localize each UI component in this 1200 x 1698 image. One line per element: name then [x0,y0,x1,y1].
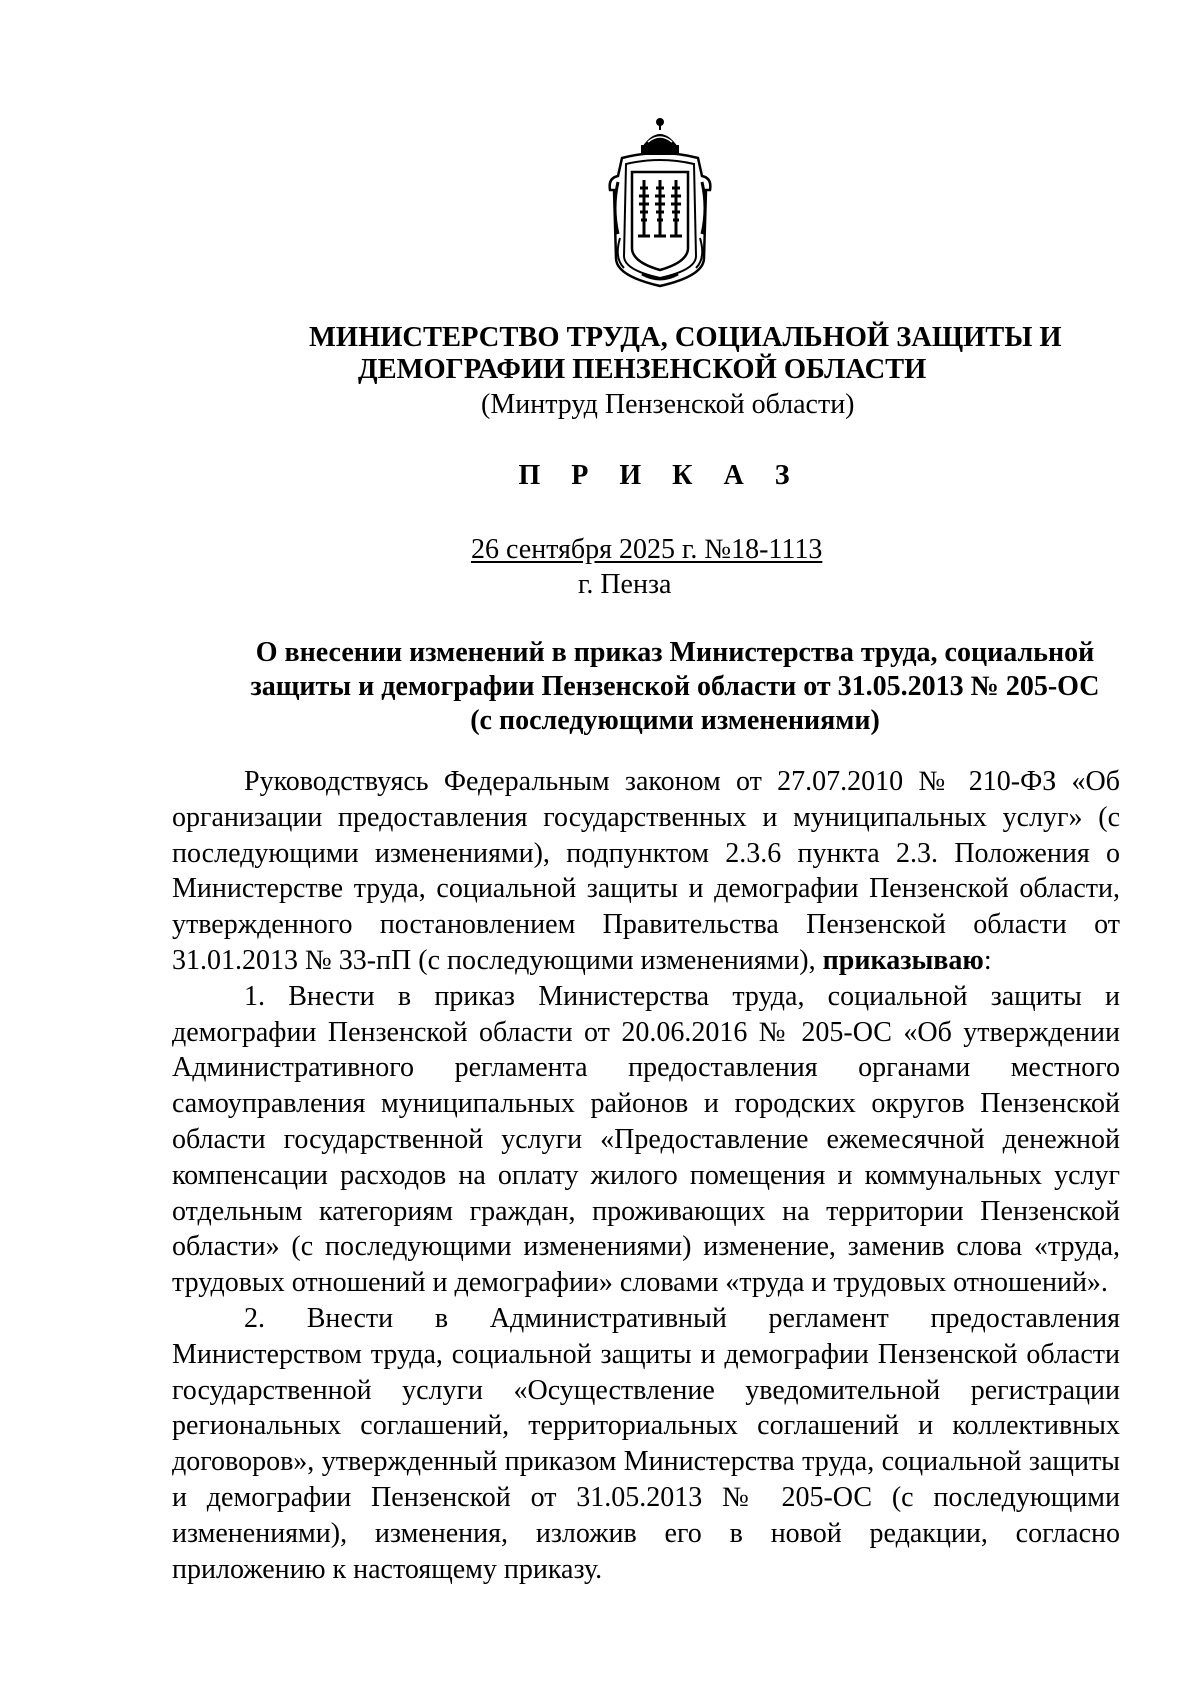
order-date-number: 26 сентября 2025 г. №18-1113 [471,534,823,565]
organization-name-line-1: МИНИСТЕРСТВО ТРУДА, СОЦИАЛЬНОЙ ЗАЩИТЫ И [309,322,1062,353]
document-type-title: П Р И К А З [518,460,802,491]
subject-line-2: защиты и демографии Пензенской области от 31.05.2013 № 205-ОС [250,671,1100,702]
order-subject [200,636,1150,738]
order-word: приказываю [822,944,984,976]
coat-of-arms-icon [604,118,716,290]
order-colon: : [983,944,992,976]
order-body [172,764,1120,1587]
subject-line-3: (с последующими изменениями) [470,705,880,736]
organization-abbreviation: (Минтруд Пензенской области) [481,389,855,420]
subject-line-1: О внесении изменений в приказ Министерства труда, социальной [255,637,1095,668]
preamble-text: Руководствуясь Федеральным законом от 27.07.2010 № 210-ФЗ «Об организации предоставления государственных и муниципальных услуг» (с последующими изменениями), подпунктом 2.3.6 пункта 2.3. Положения о Министерстве труда, социальной защиты и демографии Пензенской области, утвержденного постановлением Правительства Пензенской области от 31.01.2013 № 33-пП (с последующими изменениями), [172,766,1120,976]
preamble-paragraph [172,764,1120,979]
order-city: г. Пенза [578,569,672,600]
organization-name-line-2: ДЕМОГРАФИИ ПЕНЗЕНСКОЙ ОБЛАСТИ [358,354,927,385]
item-1-paragraph: 1. Внести в приказ Министерства труда, социальной защиты и демографии Пензенской области от 20.06.2016 № 205-ОС «Об утверждении Административного регламента предоставления органами местного самоуправления муниципальных районов и городских округов Пензенской области государственной услуги «Предоставление ежемесячной денежной компенсации расходов на оплату жилого помещения и коммунальных услуг отдельным категориям граждан, проживающих на территории Пензенской области» (с последующими изменениями) изменение, заменив слова «труда, трудовых отношений и демографии» словами «труда и трудовых отношений». [172,980,1120,1299]
item-2-paragraph: 2. Внести в Административный регламент предоставления Министерством труда, социальной защиты и демографии Пензенской области государственной услуги «Осуществление уведомительной регистрации региональных соглашений, территориальных соглашений и коллективных договоров», утвержденный приказом Министерства труда, социальной защиты и демографии Пензенской от 31.05.2013 № 205-ОС (с последующими изменениями), изменения, изложив его в новой редакции, согласно приложению к настоящему приказу. [172,1302,1120,1585]
